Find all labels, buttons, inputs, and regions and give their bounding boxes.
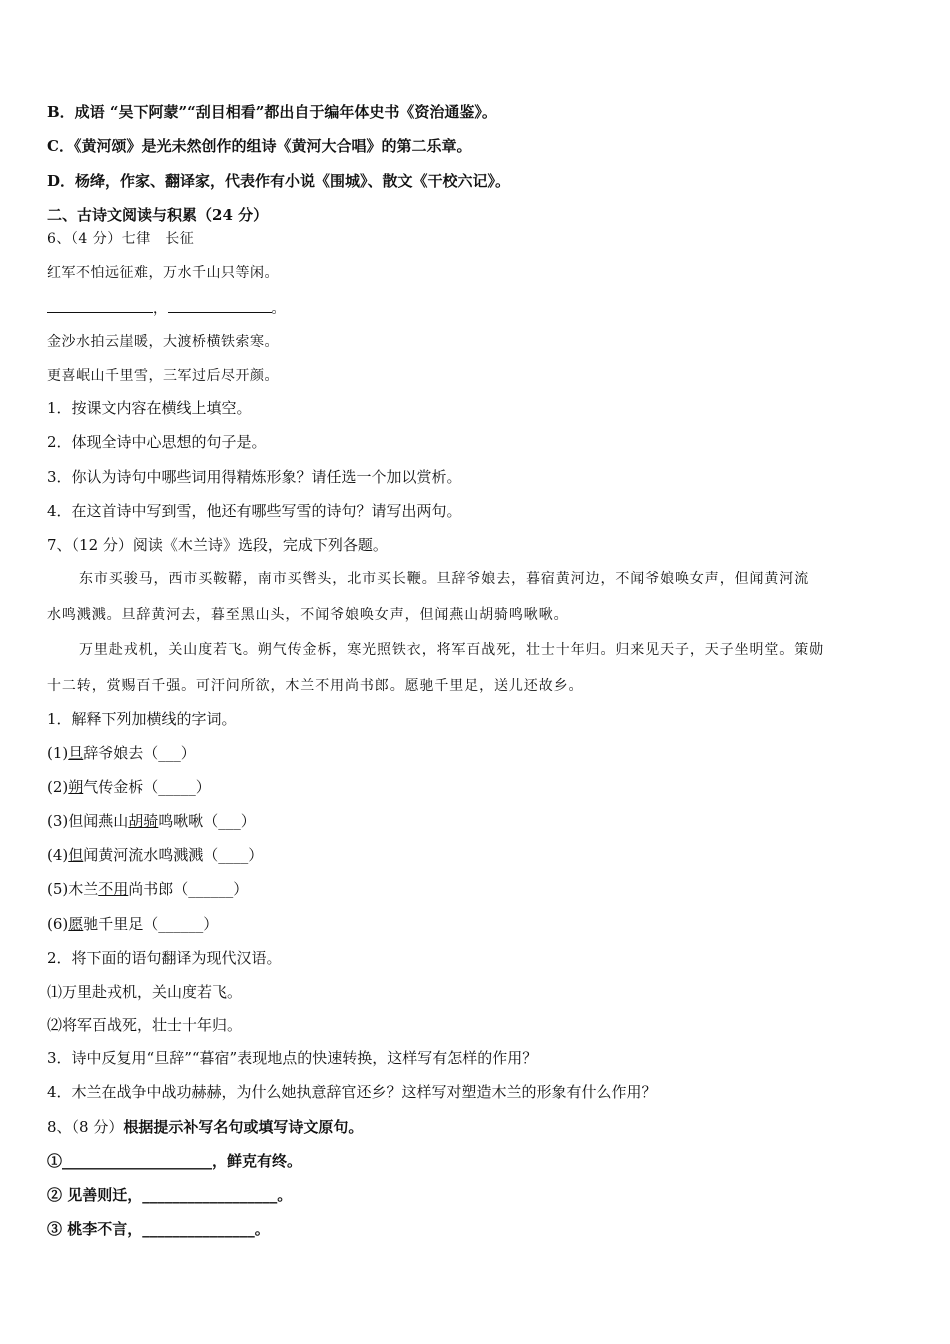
section-heading: 二、古诗文阅读与积累（24 分） [47,206,269,224]
q6-sub-1: 1．按课文内容在横线上填空。 [47,399,252,417]
q8-title-text: 根据提示补写名句或填写诗文原句。 [123,1118,364,1136]
passage-para-1-line-2: 水鸣溅溅。旦辞黄河去，暮至黑山头，不闻爷娘唤女声，但闻燕山胡骑鸣啾啾。 [47,607,569,623]
translation-item-2: ⑵将军百战死，壮士十年归。 [47,1016,243,1034]
fill-blank[interactable] [47,298,153,313]
option-d: D．杨绛，作家、翻译家，代表作有小说《围城》、散文《干校六记》。 [47,172,511,190]
vocab-item-rest: 鸣啾啾（___） [158,812,256,830]
translation-item-1: ⑴万里赴戎机，关山度若飞。 [47,983,243,1001]
passage-para-1-line-1: 东市买骏马，西市买鞍鞯，南市买辔头，北市买长鞭。旦辞爷娘去，暮宿黄河边，不闻爷娘唤女声，但闻黄河流 [79,571,810,587]
q7-sub-2: 2．将下面的语句翻译为现代汉语。 [47,949,282,967]
vocab-item [47,743,196,763]
option-c: C．《黄河颂》是光未然创作的组诗《黄河大合唱》的第二乐章。 [47,137,472,155]
poem-fill-line [47,298,286,319]
passage-para-2-line-1: 万里赴戎机，关山度若飞。朔气传金柝，寒光照铁衣，将军百战死，壮士十年归。归来见天子，天子坐明堂。策勋 [79,642,824,658]
vocab-underlined-word: 旦 [68,744,84,762]
fill-blank[interactable] [168,298,272,313]
vocab-item-rest: 闻黄河流水鸣溅溅（____） [83,846,264,864]
vocab-item [47,811,256,831]
fill-comma: ， [153,301,168,317]
vocab-item [47,914,218,934]
vocab-item-rest: 气传金柝（_____） [83,778,211,796]
poem-line-1: 红军不怕远征难，万水千山只等闲。 [47,265,279,281]
passage-para-2-line-2: 十二转，赏赐百千强。可汗问所欲，木兰不用尚书郎。愿驰千里足，送儿还故乡。 [47,678,584,694]
vocab-item-prefix: (6) [47,915,69,933]
vocab-underlined-word: 愿 [68,915,84,933]
vocab-item [47,777,211,797]
q8-item-3: ③ 桃李不言，_______________。 [47,1220,270,1238]
q7-sub-4: 4．木兰在战争中战功赫赫，为什么她执意辞官还乡？这样写对塑造木兰的形象有什么作用？ [47,1083,657,1101]
q7-sub-1: 1．解释下列加横线的字词。 [47,710,237,728]
vocab-item-prefix: (4) [47,846,69,864]
vocab-item [47,879,248,899]
vocab-item-rest: 辞爷娘去（___） [83,744,196,762]
vocab-underlined-word: 不用 [98,880,129,898]
vocab-item-rest: 尚书郎（______） [128,880,249,898]
q7-title: 7、（12 分）阅读《木兰诗》选段，完成下列各题。 [47,536,388,554]
q6-sub-4: 4．在这首诗中写到雪，他还有哪些写雪的诗句？请写出两句。 [47,502,462,520]
vocab-underlined-word: 胡骑 [128,812,159,830]
vocab-item-prefix: (5)木兰 [47,880,99,898]
poem-line-3: 金沙水拍云崖暖，大渡桥横铁索寒。 [47,334,279,350]
vocab-item-prefix: (3)但闻燕山 [47,812,129,830]
vocab-item-rest: 驰千里足（______） [83,915,219,933]
q6-sub-2: 2．体现全诗中心思想的句子是。 [47,433,267,451]
option-b: B．成语 “吴下阿蒙”“刮目相看”都出自于编年体史书《资治通鉴》。 [47,103,497,121]
q7-sub-3: 3．诗中反复用“旦辞”“暮宿”表现地点的快速转换，这样写有怎样的作用？ [47,1049,538,1067]
vocab-item-prefix: (2) [47,778,69,796]
fill-end: 。 [271,301,286,317]
q8-title-prefix: 8、（8 分） [47,1118,124,1136]
vocab-item-prefix: (1) [47,744,69,762]
q8-item-2: ② 见善则迁，__________________。 [47,1186,293,1204]
q8-item-1: ①____________________，鲜克有终。 [47,1152,303,1170]
vocab-underlined-word: 但 [68,846,84,864]
q6-sub-3: 3．你认为诗句中哪些词用得精炼形象？请任选一个加以赏析。 [47,468,462,486]
vocab-item [47,845,263,865]
q8-title [47,1117,363,1137]
vocab-underlined-word: 朔 [68,778,84,796]
q6-title: 6、（4 分）七律 长征 [47,231,195,247]
poem-line-4: 更喜岷山千里雪，三军过后尽开颜。 [47,368,279,384]
